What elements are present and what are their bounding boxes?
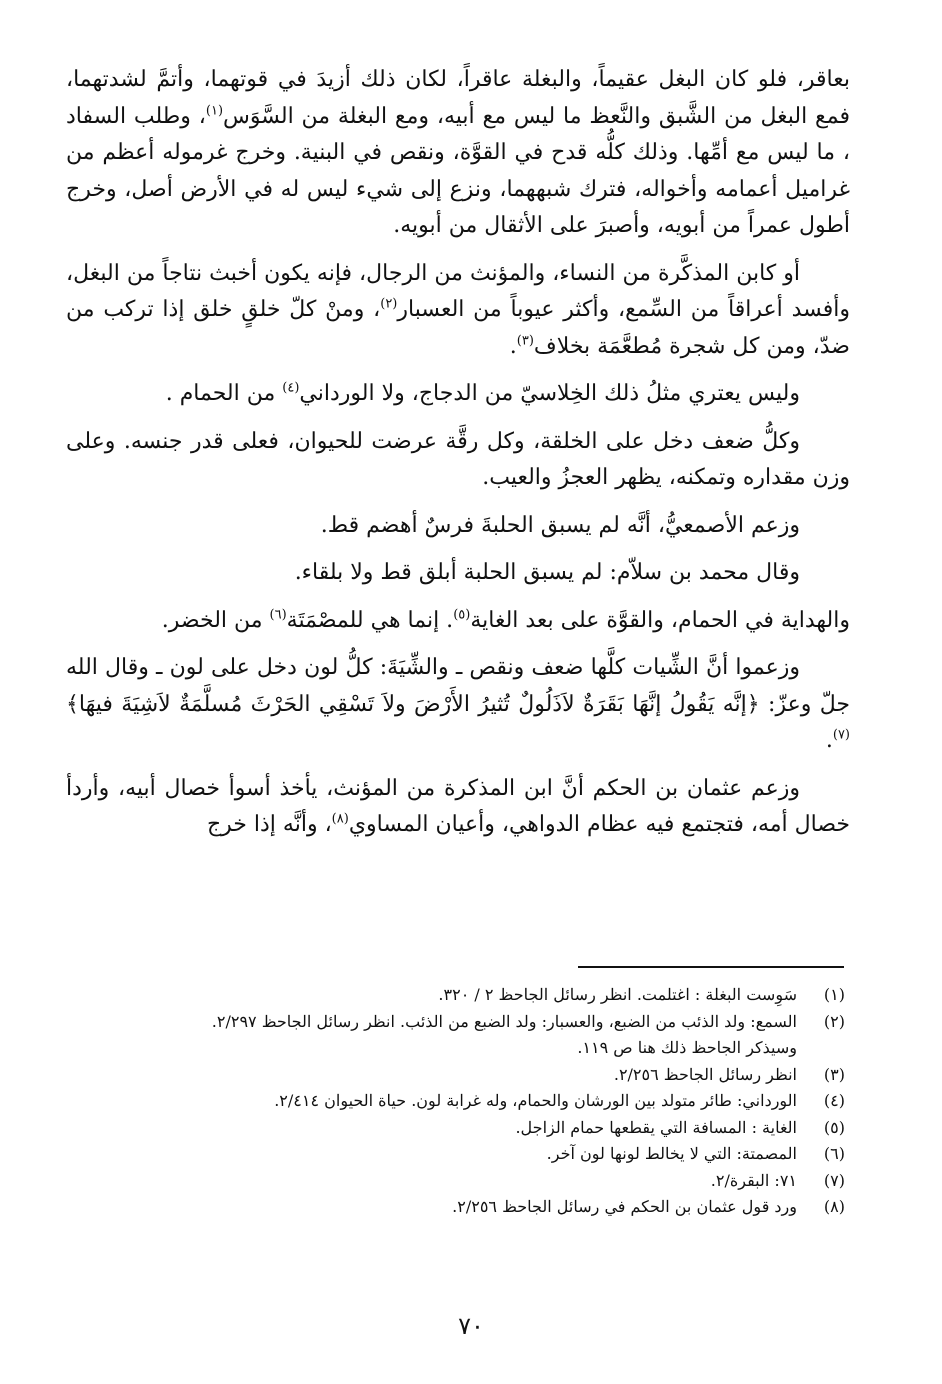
main-text [66,62,850,844]
footnote-ref: (٦) [269,607,287,623]
paragraph [66,603,850,640]
footnote [66,1009,845,1062]
text-run: . إنما هي للمصْمَتَة [286,607,454,633]
text-run: وليس يعتري مثلُ ذلك الخِلاسيّ من الدجاج، ولا الورداني [299,381,800,406]
footnote [66,1115,845,1142]
text-run: من الحمام . [165,381,283,406]
text-run: وزعموا أنَّ الشِّيات كلَّها ضعف ونقص ـ والشِّيَةَ: كلُّ لون دخل على لون ـ وقال الله جلّ وعزّ: ﴿إنَّه يَقُولُ إنَّهَا بَقَرَةٌ لاَذَلُولٌ تُثيرُ الأَرْضَ ولاَ تَسْقِي الحَرْثَ مُسلَّمَةٌ لاَشِيَةَ فيهَا﴾ [66,655,850,717]
paragraph [66,508,850,545]
text-run: من الخضر. [161,607,270,633]
footnote-number: (٦) [823,1144,845,1163]
text-run: ، وأنَّه إذا خرج [206,812,332,837]
footnote-number: (٥) [823,1117,845,1137]
paragraph [66,424,850,497]
text-run: والهداية في الحمام، والقوَّة على بعد الغاية [470,607,850,633]
paragraph [66,555,850,592]
footnote-number: (٤) [823,1091,845,1110]
footnote-ref: (٣) [516,333,534,349]
footnote-ref: (٥) [453,607,471,623]
text-run: ، ومنْ كلّ خلقٍ خلق إذا تركب من ضدّ، ومن كل شجرة مُطعَّمَة بخلاف [66,297,850,359]
footnote-text: ورد قول عثمان بن الحكم في رسائل الجاحظ ٢/٢٥٦. [452,1197,797,1216]
footnotes [66,982,845,1221]
text-run: أو كابن المذكَّرة من النساء، والمؤنث من الرجال، فإنه يكون أخبث نتاجاً من البغل، وأفسد أعراقاً من السِّمع، وأكثر عيوباً من العسبار [66,260,850,322]
paragraph [66,650,850,760]
footnote-text: السمع: ولد الذئب من الضبع، والعسبار: ولد الضبع من الذئب. انظر رسائل الجاحظ ٢/٢٩٧. [211,1011,797,1031]
footnote [66,1141,845,1168]
footnote-number: (٨) [823,1197,845,1216]
footnote-text: انظر رسائل الجاحظ ٢/٢٥٦. [613,1064,797,1084]
footnote-number: (٧) [823,1170,845,1190]
text-run: . [509,333,517,359]
footnote [66,1168,845,1195]
footnote-text-continued: وسيذكر الجاحظ ذلك هنا ص ١١٩. [577,1038,797,1057]
paragraph [66,771,850,844]
footnote-number: (١) [823,985,845,1004]
footnote-text: الورداني: طائر متولد بين الورشان والحمام، وله غرابة لون. حياة الحيوان ٢/٤١٤. [274,1091,797,1110]
text-run: بعاقر، فلو كان البغل عقيماً، والبغلة عاقراً، لكان ذلك أزيدَ في قوتهما، وأتمَّ لشدتهما، فمع البغل من الشَّبق والنَّعظ ما ليس مع أبيه، ومع البغلة من السَّوَس [66,67,850,129]
text-run: وكلُّ ضعف دخل على الخلقة، وكل رقَّة عرضت للحيوان، فعلى قدر جنسه. وعلى وزن مقداره وتمكنه، يظهر العجزُ والعيب. [66,428,850,490]
footnote-number: (٢) [823,1011,845,1031]
footnote [66,1062,845,1089]
text-run: ، وطلب السفاد ، ما ليس مع أمِّها. وذلك كلُّه قدح في القوَّة، ونقص في البنية. وخرج غرموله أعظم من غراميل أعمامه وأخواله، فترك شبههما، ونزع إلى شيء ليس له في الأرض أصل، وخرج أطول عمراً من أبويه، وأصبرَ على الأثقال من أبويه. [66,103,850,238]
footnote [66,982,845,1009]
footnote-ref: (١) [205,103,224,119]
text-run: وقال محمد بن سلاّم: لم يسبق الحلبة أبلق قط ولا بلقاء. [294,560,800,585]
text-run: وزعم الأصمعيُّ، أنَّه لم يسبق الحلبةَ فرسٌ أهضم قط. [320,512,800,538]
footnote [66,1194,845,1221]
footnote-text: المصمتة: التي لا يخالط لونها لون آخر. [546,1144,797,1163]
footnote-ref: (٢) [380,296,398,312]
footnote-ref: (٨) [331,811,349,827]
footnote-text: سَوِست البغلة : اغتلمت. انظر رسائل الجاحظ ٢ / ٣٢٠. [438,985,797,1004]
footnote-separator [578,966,844,968]
footnote [66,1088,845,1115]
footnote-text: الغاية : المسافة التي يقطعها حمام الزاجل. [515,1117,797,1137]
footnote-ref: (٧) [832,727,850,743]
page-number: ٧٠ [458,1312,484,1340]
footnote-number: (٣) [823,1064,845,1084]
text-run: وزعم عثمان بن الحكم أنَّ ابن المذكرة من المؤنث، يأخذ أسوأ خصال أبيه، وأردأ خصال أمه، فتجتمع فيه عظام الدواهي، وأعيان المساوي [66,775,850,837]
footnote-text: ٧١: البقرة/٢. [710,1170,797,1190]
paragraph [66,62,850,245]
footnote-ref: (٤) [282,380,300,396]
paragraph [66,376,850,413]
paragraph [66,256,850,366]
text-run: . [825,728,833,753]
